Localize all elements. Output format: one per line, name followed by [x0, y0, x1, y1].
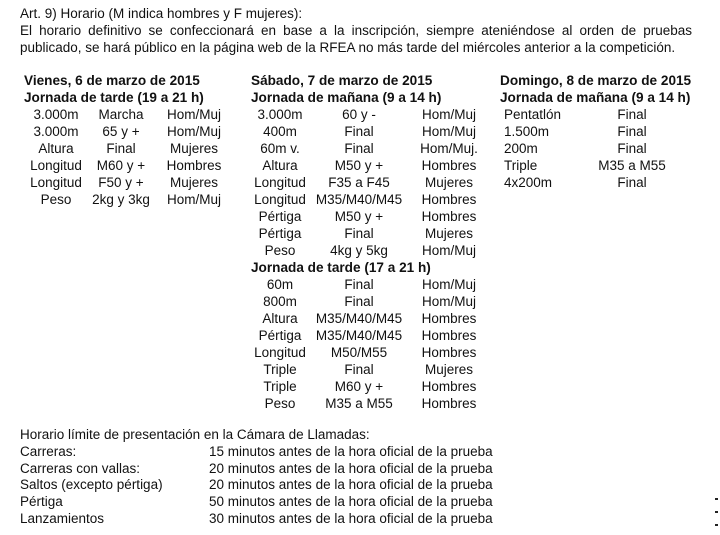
schedule-row — [251, 378, 489, 395]
event-category: M35 a M55 — [598, 158, 666, 173]
event-gender: Hombres — [421, 396, 477, 411]
event-name: Peso — [40, 192, 72, 207]
event-name: Altura — [38, 141, 74, 156]
schedule-row — [251, 106, 489, 123]
schedule-row — [500, 157, 700, 174]
event-name: 200m — [504, 141, 538, 156]
call-room-row — [20, 494, 493, 511]
friday-session-heading: Jornada de tarde (19 a 21 h) — [24, 90, 204, 105]
sunday-day-heading: Domingo, 8 de marzo de 2015 — [500, 73, 692, 88]
schedule-row — [24, 106, 234, 123]
event-name: Peso — [264, 396, 296, 411]
event-category: Final — [617, 124, 647, 139]
event-category: Final — [344, 124, 374, 139]
event-category: M35/M40/M45 — [315, 328, 403, 343]
event-gender: Hom/Muj — [421, 277, 476, 292]
event-category: M50 y + — [334, 209, 384, 224]
event-name: Longitud — [254, 345, 306, 360]
event-name: 3.000m — [33, 124, 79, 139]
sunday-session-heading: Jornada de mañana (9 a 14 h) — [500, 90, 691, 105]
call-room-row — [20, 477, 493, 494]
event-group: Carreras: — [20, 443, 77, 459]
schedule-row — [251, 123, 489, 140]
event-category: M50 y + — [334, 158, 384, 173]
event-category: Final — [617, 175, 647, 190]
event-gender: Hom/Muj — [421, 294, 476, 309]
event-gender: Hom/Muj — [166, 192, 221, 207]
event-category: M35/M40/M45 — [315, 192, 403, 207]
call-room-row — [20, 511, 493, 528]
event-category: Final — [617, 107, 647, 122]
event-category: 2kg y 3kg — [92, 192, 150, 207]
schedule-row — [251, 310, 489, 327]
event-name: 1.500m — [504, 124, 550, 139]
event-category: Final — [106, 141, 136, 156]
schedule-row — [251, 157, 489, 174]
schedule-row — [251, 344, 489, 361]
event-gender: Hom/Muj — [421, 124, 476, 139]
event-gender: Hombres — [421, 158, 477, 173]
article-header — [20, 5, 692, 56]
event-gender: Mujeres — [424, 175, 473, 190]
schedule-row — [251, 361, 489, 378]
event-name: 4x200m — [504, 175, 553, 190]
event-gender: Hombres — [421, 345, 477, 360]
event-group: Pértiga — [20, 494, 63, 510]
event-gender: Hombres — [421, 192, 477, 207]
event-name: 3.000m — [257, 107, 303, 122]
event-category: Final — [617, 141, 647, 156]
schedule-row — [251, 225, 489, 242]
event-gender: Mujeres — [169, 175, 218, 190]
saturday-morning-heading: Jornada de mañana (9 a 14 h) — [251, 90, 442, 105]
saturday-schedule — [251, 72, 489, 412]
event-gender: Mujeres — [424, 226, 473, 241]
event-category: M60 y + — [96, 158, 146, 173]
event-name: 800m — [263, 294, 297, 309]
event-gender: Hom/Muj. — [420, 141, 478, 156]
event-category: Final — [344, 226, 374, 241]
event-category: 65 y + — [102, 124, 140, 139]
event-gender: Hom/Muj — [166, 124, 221, 139]
event-category: M35 a M55 — [325, 396, 393, 411]
event-gender: Hom/Muj — [166, 107, 221, 122]
event-name: Pértiga — [258, 226, 302, 241]
event-gender: Hombres — [421, 328, 477, 343]
call-room-rows — [20, 444, 493, 528]
schedule-row — [251, 293, 489, 310]
event-gender: Mujeres — [424, 362, 473, 377]
time-limit: 15 minutos antes de la hora oficial de la prueba — [209, 443, 493, 459]
event-name: Pentatlón — [504, 107, 562, 122]
event-group: Lanzamientos — [20, 510, 105, 526]
event-name: Altura — [262, 158, 298, 173]
saturday-morning-rows — [251, 106, 489, 259]
schedule-row — [251, 327, 489, 344]
schedule-row — [251, 140, 489, 157]
event-name: Triple — [263, 362, 297, 377]
event-name: Triple — [504, 158, 538, 173]
event-category: M35/M40/M45 — [315, 311, 403, 326]
event-category: 4kg y 5kg — [330, 243, 388, 258]
event-name: Longitud — [30, 158, 82, 173]
event-category: Final — [344, 294, 374, 309]
event-name: 60m v. — [260, 141, 300, 156]
call-room-section — [20, 427, 493, 528]
time-limit: 50 minutos antes de la hora oficial de la prueba — [209, 494, 493, 510]
event-category: F50 y + — [98, 175, 144, 190]
event-name: 400m — [263, 124, 297, 139]
event-gender: Hombres — [421, 311, 477, 326]
event-name: 3.000m — [33, 107, 79, 122]
event-category: Marcha — [98, 107, 144, 122]
schedule-row — [500, 123, 700, 140]
event-category: Final — [344, 362, 374, 377]
schedule-row — [251, 242, 489, 259]
page-edge-mark — [714, 498, 719, 526]
event-gender: Hombres — [421, 379, 477, 394]
article-paragraph: El horario definitivo se confeccionará en base a la inscripción, siempre ateniéndose al orden de pruebas publicado, se hará público en la página web de la RFEA no más tarde del miércoles anterior a la competición. — [20, 23, 692, 55]
event-category: M50/M55 — [330, 345, 388, 360]
event-category: M60 y + — [334, 379, 384, 394]
schedule-row — [500, 174, 700, 191]
friday-schedule — [24, 72, 234, 208]
schedule-row — [251, 174, 489, 191]
friday-day-heading: Vienes, 6 de marzo de 2015 — [24, 73, 200, 88]
call-room-row — [20, 444, 493, 461]
schedule-row — [24, 123, 234, 140]
schedule-row — [251, 276, 489, 293]
event-name: Pértiga — [258, 328, 302, 343]
schedule-row — [24, 191, 234, 208]
event-category: 60 y - — [342, 107, 376, 122]
saturday-afternoon-heading: Jornada de tarde (17 a 21 h) — [251, 260, 431, 275]
schedule-row — [251, 208, 489, 225]
event-name: Longitud — [254, 192, 306, 207]
event-group: Saltos (excepto pértiga) — [20, 477, 163, 493]
saturday-afternoon-rows — [251, 276, 489, 412]
event-name: Altura — [262, 311, 298, 326]
event-name: 60m — [266, 277, 294, 292]
event-name: Peso — [264, 243, 296, 258]
time-limit: 30 minutos antes de la hora oficial de la prueba — [209, 510, 493, 526]
time-limit: 20 minutos antes de la hora oficial de la prueba — [209, 477, 493, 493]
event-category: Final — [344, 141, 374, 156]
schedule-row — [500, 106, 700, 123]
event-name: Pértiga — [258, 209, 302, 224]
friday-rows — [24, 106, 234, 208]
event-category: Final — [344, 277, 374, 292]
sunday-rows — [500, 106, 700, 191]
event-gender: Hom/Muj — [421, 107, 476, 122]
event-gender: Hombres — [421, 209, 477, 224]
schedule-row — [251, 191, 489, 208]
event-gender: Hom/Muj — [421, 243, 476, 258]
event-name: Longitud — [30, 175, 82, 190]
saturday-day-heading: Sábado, 7 de marzo de 2015 — [251, 73, 433, 88]
time-limit: 20 minutos antes de la hora oficial de la prueba — [209, 460, 493, 476]
event-gender: Hombres — [166, 158, 222, 173]
event-name: Longitud — [254, 175, 306, 190]
call-room-heading: Horario límite de presentación en la Cámara de Llamadas: — [20, 427, 370, 442]
event-gender: Mujeres — [169, 141, 218, 156]
schedule-row — [24, 157, 234, 174]
event-group: Carreras con vallas: — [20, 460, 141, 476]
call-room-row — [20, 461, 493, 478]
schedule-row — [24, 140, 234, 157]
article-title: Art. 9) Horario (M indica hombres y F mujeres): — [20, 6, 303, 21]
schedule-row — [24, 174, 234, 191]
event-category: F35 a F45 — [328, 175, 390, 190]
sunday-schedule — [500, 72, 700, 191]
event-name: Triple — [263, 379, 297, 394]
schedule-row — [500, 140, 700, 157]
schedule-row — [251, 395, 489, 412]
